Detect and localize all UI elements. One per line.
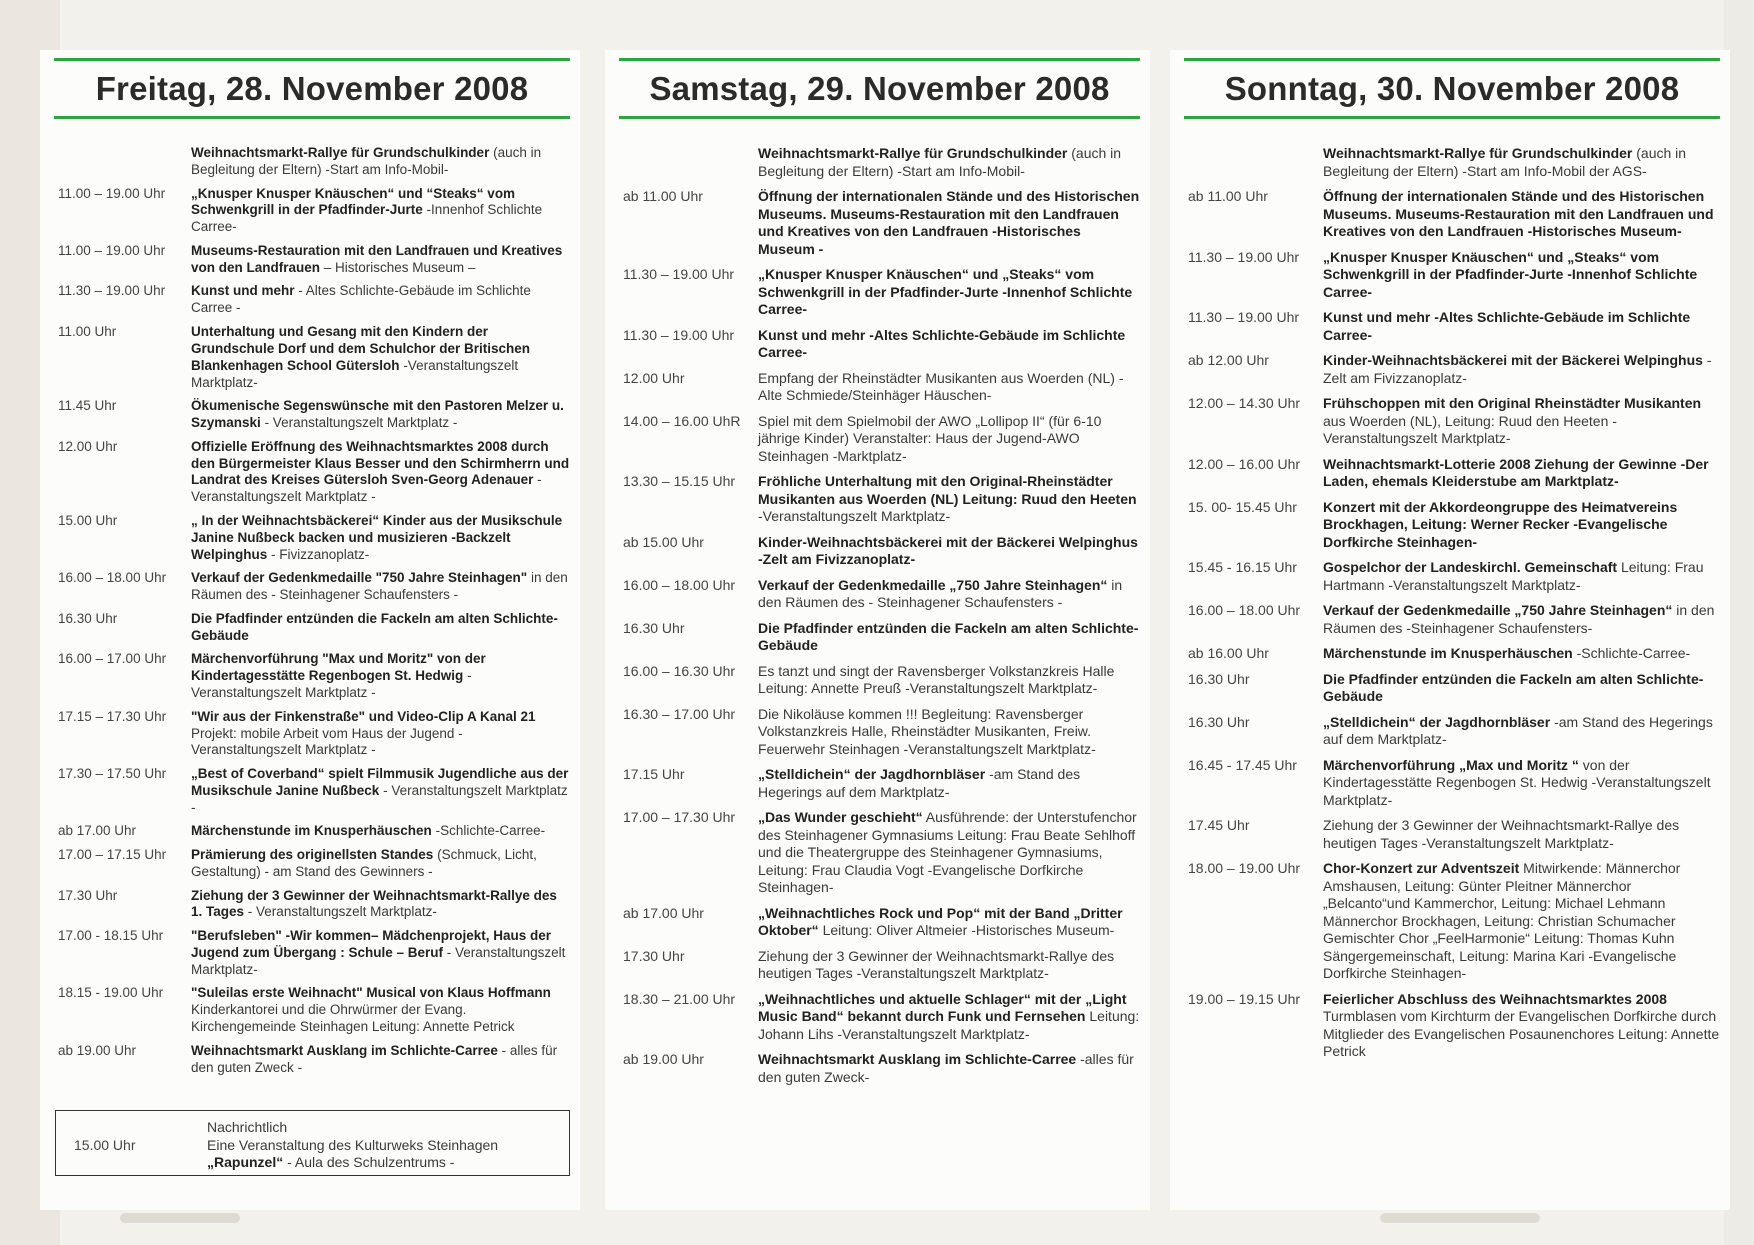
event-desc: Ziehung der 3 Gewinner der Weihnachtsmarkt-Rallye des heutigen Tages -Veranstaltungszelt Marktplatz- [1323,817,1680,851]
event-desc: Die Nikoläuse kommen !!! Begleitung: Ravensberger Volkstanzkreis Halle, Rheinstädter Musikanten, Freiw. Feuerwehr Steinhagen -Veranstaltungszelt Marktplatz- [758,705,1096,757]
event-body [1323,456,1730,491]
event-body [1323,991,1730,1061]
event-body [1323,671,1730,706]
event-desc: Turmblasen vom Kirchturm der Evangelischen Dorfkirche durch Mitglieder des Evangelischen Posaunenchores Leitung: Annette Petrick [1323,1008,1720,1059]
event-time: 16.00 – 16.30 Uhr [623,662,736,679]
event-row [40,570,580,604]
event-time: ab 11.00 Uhr [1188,188,1268,204]
event-row [1170,757,1730,810]
event-time: 18.30 – 21.00 Uhr [623,990,736,1007]
event-time: ab 16.00 Uhr [1188,645,1269,661]
event-desc: Mitwirkende: Männerchor Amshausen, Leitung: Günter Pleitner Männerchor „Belcanto“und Kammerchor, Leitung: Michael Lehmann Männerchor Brockhagen, Leitung: Christian Schumacher Gemischter Chor „FeelHarmonie“ Leitung: Thomas Kuhn Sängergemeinschaft, Leitung: Marina Kari -Evangelische Dorfkirche Steinhagen- [1323,860,1681,981]
event-time: 17.15 – 17.30 Uhr [58,708,167,724]
event-title: Verkauf der Gedenkmedaille "750 Jahre Steinhagen" [191,570,528,586]
event-body [191,145,580,179]
event-title: Verkauf der Gedenkmedaille „750 Jahre Steinhagen“ [758,576,1108,593]
event-body [758,766,1150,801]
event-row [605,905,1150,940]
event-title: Unterhaltung und Gesang mit den Kindern der Grundschule Dorf und dem Schulchor der Britischen Blankenhagen School Gütersloh [191,323,531,373]
event-title: „Best of Coverband“ spielt Filmmusik Jugendliche aus der Musikschule Janine Nußbeck [191,766,569,798]
event-row [40,766,580,817]
event-body [1323,188,1730,241]
event-time: ab 12.00 Uhr [1188,352,1269,368]
event-row [1170,395,1730,448]
event-body [758,473,1150,526]
event-time: 11.00 – 19.00 Uhr [58,185,166,201]
event-body [758,188,1150,258]
event-body [758,620,1150,655]
event-title: "Suleilas erste Weihnacht" Musical von Klaus Hoffmann [191,985,551,1001]
event-time: ab 19.00 Uhr [58,1042,137,1058]
event-title: Märchenstunde im Knusperhäuschen [1323,645,1573,661]
event-title: „Stelldichein“ der Jagdhornbläser [1323,713,1551,730]
event-desc: -Veranstaltungszelt Marktplatz- [758,508,951,524]
event-row [605,991,1150,1044]
event-desc: -am Stand des Hegerings auf dem Marktplatz- [1323,713,1713,747]
event-body [1323,395,1730,448]
event-desc: - Veranstaltungszelt Marktplatz - [264,415,458,430]
event-row [1170,249,1730,302]
event-desc: (auch in Begleitung der Eltern) -Start am Info-Mobil der AGS- [1323,145,1687,179]
event-time: ab 15.00 Uhr [623,533,704,550]
event-row [605,266,1150,319]
event-row [1170,602,1730,637]
event-row [605,370,1150,405]
event-row [1170,991,1730,1061]
event-title: "Berufsleben" -Wir kommen– Mädchenprojekt, Haus der Jugend zum Übergang : Schule – Beruf [191,928,552,960]
event-desc: Kinderkantorei und die Ohrwürmer der Evang. Kirchengemeinde Steinhagen Leitung: Annette Petrick [191,1002,515,1035]
event-desc: Empfang der Rheinstädter Musikanten aus Woerden (NL) -Alte Schmiede/Steinhäger Häuschen- [758,369,1124,403]
friday-column [40,50,580,1210]
event-body [1323,645,1730,663]
event-time: 17.00 - 18.15 Uhr [58,928,164,943]
event-title: Öffnung der internationalen Stände und des Historischen Museums. Museums-Restauration mit den Landfrauen und Kreatives von den Landfrauen -Historisches Museum- [1323,188,1714,239]
event-time: 16.00 – 17.00 Uhr [58,651,167,667]
event-time: 16.45 - 17.45 Uhr [1188,756,1297,773]
event-time: 19.00 – 19.15 Uhr [1188,990,1301,1007]
event-title: Gospelchor der Landeskirchl. Gemeinschaft [1323,559,1618,575]
event-title: Märchenstunde im Knusperhäuschen [191,823,432,839]
event-row [40,283,580,317]
event-desc: - Veranstaltungszelt Marktplatz - [191,668,472,700]
event-body [758,948,1150,983]
event-title: Frühschoppen mit den Original Rheinstädter Musikanten [1323,395,1702,411]
event-desc: – Historisches Museum – [323,259,476,275]
event-row [40,651,580,702]
event-time: 16.30 Uhr [1188,670,1250,687]
event-desc: Leitung: Johann Lihs -Veranstaltungszelt Marktplatz- [758,1008,1140,1042]
event-body [1323,602,1730,637]
event-body [191,186,580,237]
event-title: „Knusper Knusper Knäuschen“ und „Steaks“ vom Schwenkgrill in der Pfadfinder-Jurte -Innenhof Schlichte Carree- [1323,248,1698,300]
event-title: Weihnachtsmarkt Ausklang im Schlichte-Carree [191,1042,498,1058]
event-row [605,706,1150,759]
event-title: Weihnachtsmarkt-Rallye für Grundschulkinder [758,145,1068,161]
event-title: Kunst und mehr -Altes Schlichte-Gebäude im Schlichte Carree- [758,326,1126,360]
event-row [605,188,1150,258]
event-desc: (Schmuck, Licht, Gestaltung) - am Stand des Gewinners - [191,847,537,879]
event-desc: Projekt: mobile Arbeit vom Haus der Jugend - Veranstaltungszelt Marktplatz - [191,725,463,758]
event-time: 17.30 Uhr [623,947,685,964]
event-desc: (auch in Begleitung der Eltern) -Start am Info-Mobil- [758,145,1122,179]
event-time: 18.00 – 19.00 Uhr [1188,860,1301,876]
event-title: "Wir aus der Finkenstraße" und Video-Clip A Kanal 21 [191,708,536,724]
event-time: 16.00 – 18.00 Uhr [58,570,167,586]
event-title: Kinder-Weihnachtsbäckerei mit der Bäckerei Welpinghus [1323,352,1703,368]
event-row [1170,499,1730,552]
event-body [1323,309,1730,344]
event-body [1323,860,1730,983]
decorative-smudge [120,1213,240,1223]
event-row [1170,188,1730,241]
event-body [191,243,580,277]
event-time: 17.45 Uhr [1188,817,1250,833]
event-title: „Stelldichein“ der Jagdhornbläser [758,766,986,782]
event-row [605,473,1150,526]
event-time: 11.45 Uhr [58,398,117,414]
event-body [191,709,580,760]
event-row [1170,145,1730,180]
event-time: 16.00 – 18.00 Uhr [1188,602,1301,618]
event-row [1170,559,1730,594]
event-title: „Weihnachtliches und aktuelle Schlager“ mit der „Light Music Band“ bekannt durch Funk und Fernsehen [758,990,1127,1024]
saturday-events [605,145,1150,1086]
event-desc: - alles für den guten Zweck - [191,1042,558,1075]
event-row [605,577,1150,612]
event-body [191,651,580,702]
event-body [191,888,580,922]
event-desc: - Altes Schlichte-Gebäude im Schlichte Carree - [191,283,531,316]
event-title: Märchenvorführung "Max und Moritz" von der Kindertagesstätte Regenbogen St. Hedwig [191,651,486,684]
event-time: 11.00 Uhr [58,323,117,339]
event-desc: - Fivizzanoplatz- [271,546,370,562]
decorative-smudge [1380,1213,1540,1223]
event-time: 15.00 Uhr [58,512,118,528]
event-title: Die Pfadfinder entzünden die Fackeln am alten Schlichte-Gebäude [191,610,558,643]
event-desc: in den Räumen des -Steinhagener Schaufensters- [1323,602,1715,636]
event-body [191,398,580,432]
event-title: Die Pfadfinder entzünden die Fackeln am alten Schlichte-Gebäude [758,619,1139,653]
event-time: 18.15 - 19.00 Uhr [58,985,164,1001]
event-row [605,145,1150,180]
event-time: 12.00 – 16.00 Uhr [1188,455,1301,472]
event-row [605,534,1150,569]
event-time: 16.30 Uhr [58,610,118,626]
event-body [758,905,1150,940]
event-body [1323,559,1730,594]
event-row [40,439,580,507]
event-body [191,283,580,317]
event-row [605,663,1150,698]
event-time: 17.30 Uhr [58,887,118,903]
event-title: Weihnachtsmarkt-Rallye für Grundschulkinder [191,145,490,160]
event-time: 15. 00- 15.45 Uhr [1188,498,1297,515]
event-time: 12.00 – 14.30 Uhr [1188,395,1301,411]
event-desc: Ziehung der 3 Gewinner der Weihnachtsmarkt-Rallye des heutigen Tages -Veranstaltungszelt Marktplatz- [758,947,1115,981]
event-row [40,243,580,277]
event-desc: von der Kindertagesstätte Regenbogen St. Hedwig -Veranstaltungszelt Marktplatz- [1323,756,1711,808]
event-time: 11.30 – 19.00 Uhr [623,266,735,282]
event-title: „Das Wunder geschieht“ [758,809,923,825]
event-desc: - Veranstaltungszelt Marktplatz - [191,472,542,505]
event-desc: - Veranstaltungszelt Marktplatz- [247,904,437,920]
note-line: Eine Veranstaltung des Kulturweks Steinhagen [207,1136,499,1153]
event-title: Fröhliche Unterhaltung mit den Original-Rheinstädter Musikanten aus Woerden (NL) Leitung: Ruud den Heeten [758,473,1137,507]
event-time: ab 17.00 Uhr [623,904,704,921]
event-title: Märchenvorführung „Max und Moritz “ [1323,756,1579,773]
event-time: 12.00 Uhr [623,369,685,386]
event-desc: Es tanzt und singt der Ravensberger Volkstanzkreis Halle Leitung: Annette Preuß -Veranstaltungszelt Marktplatz- [758,662,1115,696]
event-desc: Spiel mit dem Spielmobil der AWO „Lollipop II“ (für 6-10 jährige Kinder) Veranstalter: Haus der Jugend-AWO Steinhagen -Marktplatz- [758,412,1102,464]
event-row [605,766,1150,801]
event-title: „Knusper Knusper Knäuschen“ und „Steaks“ vom Schwenkgrill in der Pfadfinder-Jurte -Innenhof Schlichte Carree- [758,266,1133,317]
event-body [758,327,1150,362]
event-desc: Leitung: Frau Hartmann -Veranstaltungszelt Marktplatz- [1323,559,1704,593]
event-title: Prämierung des originellsten Standes [191,847,434,862]
event-body [758,663,1150,698]
event-time: 16.30 Uhr [623,619,685,636]
event-row [605,809,1150,897]
event-row [605,413,1150,466]
event-desc: -Schlichte-Carree- [1576,645,1691,661]
event-body [758,991,1150,1044]
event-row [1170,456,1730,491]
event-time: 11.30 – 19.00 Uhr [58,283,166,299]
event-title: Kunst und mehr -Altes Schlichte-Gebäude im Schlichte Carree- [1323,309,1691,343]
event-title: Offizielle Eröffnung des Weihnachtsmarktes 2008 durch den Bürgermeister Klaus Besser und den Schirmherrn und Landrat des Kreises Gütersloh Sven-Georg Adenauer [191,438,570,488]
event-time: 11.00 – 19.00 Uhr [58,242,166,258]
friday-heading: Freitag, 28. November 2008 [54,58,570,119]
event-time: 17.30 – 17.50 Uhr [58,766,167,781]
event-body [1323,249,1730,302]
note-title: „Rapunzel“ [207,1154,284,1170]
friday-note-box [55,1110,570,1176]
event-row [40,186,580,237]
event-body [758,809,1150,897]
event-time: 16.30 Uhr [1188,713,1250,730]
event-body [191,513,580,564]
friday-events [40,145,580,1077]
event-row [40,611,580,645]
event-title: Die Pfadfinder entzünden die Fackeln am alten Schlichte-Gebäude [1323,670,1704,704]
event-row [40,847,580,881]
event-desc: aus Woerden (NL), Leitung: Ruud den Heeten -Veranstaltungszelt Marktplatz- [1323,412,1617,446]
event-time: 11.30 – 19.00 Uhr [1188,248,1300,265]
sunday-events [1170,145,1730,1061]
note-label: Nachrichtlich [207,1119,288,1135]
event-row [1170,817,1730,852]
event-row [40,145,580,179]
event-row [40,1043,580,1077]
note-desc: - Aula des Schulzentrums - [287,1154,455,1170]
event-body [191,823,580,840]
event-body [758,413,1150,466]
event-body [191,1043,580,1077]
event-title: Konzert mit der Akkordeongruppe des Heimatvereins Brockhagen, Leitung: Werner Recker -Evangelische Dorfkirche Steinhagen- [1323,498,1678,550]
event-title: Museums-Restauration mit den Landfrauen und Kreatives von den Landfrauen [191,242,563,275]
event-body [191,985,580,1036]
event-time: ab 11.00 Uhr [623,188,703,204]
event-body [191,766,580,817]
event-title: Kinder-Weihnachtsbäckerei mit der Bäckerei Welpinghus -Zelt am Fivizzanoplatz- [758,533,1138,567]
event-title: Verkauf der Gedenkmedaille „750 Jahre Steinhagen“ [1323,602,1673,618]
event-row [40,928,580,979]
event-row [605,327,1150,362]
event-body [758,1051,1150,1086]
event-row [605,620,1150,655]
event-time: 15.45 - 16.15 Uhr [1188,559,1297,575]
event-title: Chor-Konzert zur Adventszeit [1323,860,1520,876]
event-desc: Ausführende: der Unterstufenchor des Steinhagener Gymnasiums Leitung: Frau Beate Sehlhoff und die Theatergruppe des Steinhagener Gymnasiums, Leitung: Frau Claudia Vogt -Evangelische Dorfkirche Steinhagen- [758,809,1137,895]
event-time: 13.30 – 15.15 Uhr [623,473,736,489]
event-body [1323,714,1730,749]
event-body [758,706,1150,759]
event-desc: -am Stand des Hegerings auf dem Marktplatz- [758,766,1081,800]
event-body [191,570,580,604]
event-desc: in den Räumen des - Steinhagener Schaufensters - [758,576,1123,610]
sunday-heading: Sonntag, 30. November 2008 [1184,58,1720,119]
event-body [1323,145,1730,180]
event-row [40,324,580,392]
sunday-column [1170,50,1730,1210]
event-body [758,370,1150,405]
event-time: 16.00 – 18.00 Uhr [623,576,736,593]
note-time: 15.00 Uhr [74,1137,136,1153]
event-desc: in den Räumen des - Steinhagener Schaufensters - [191,570,568,603]
saturday-heading: Samstag, 29. November 2008 [619,58,1140,119]
event-body [758,577,1150,612]
event-row [40,823,580,840]
event-row [40,888,580,922]
event-time: ab 17.00 Uhr [58,823,137,839]
event-body [1323,817,1730,852]
event-time: ab 19.00 Uhr [623,1051,704,1067]
event-desc: - Veranstaltungszelt Marktplatz - [191,782,568,815]
event-desc: (auch in Begleitung der Eltern) -Start am Info-Mobil- [191,145,542,177]
event-row [1170,714,1730,749]
event-time: 11.30 – 19.00 Uhr [623,326,735,343]
event-title: Ziehung der 3 Gewinner der Weihnachtsmarkt-Rallye des 1. Tages [191,887,557,920]
event-title: Feierlicher Abschluss des Weihnachtsmarktes 2008 [1323,990,1667,1007]
event-time: 17.15 Uhr [623,766,685,782]
event-body [191,928,580,979]
saturday-column [605,50,1150,1210]
event-row [605,948,1150,983]
event-row [605,1051,1150,1086]
event-time: 17.00 – 17.15 Uhr [58,847,167,862]
event-body [191,847,580,881]
event-time: 12.00 Uhr [58,438,118,454]
event-row [1170,860,1730,983]
event-row [1170,352,1730,387]
event-title: Weihnachtsmarkt-Rallye für Grundschulkinder [1323,145,1633,161]
event-body [758,534,1150,569]
event-title: „Knusper Knusper Knäuschen“ und “Steaks“ vom Schwenkgrill in der Pfadfinder-Jurte [191,185,516,218]
event-body [191,324,580,392]
event-title: „Weihnachtliches Rock und Pop“ mit der Band „Dritter Oktober“ [758,904,1123,938]
event-title: Kunst und mehr [191,283,295,299]
event-title: Weihnachtsmarkt Ausklang im Schlichte-Carree [758,1051,1077,1067]
event-body [191,439,580,507]
event-title: Ökumenische Segenswünsche mit den Pastoren Melzer u. Szymanski [191,398,564,430]
event-row [1170,645,1730,663]
event-time: 14.00 – 16.00 UhR [623,412,741,429]
event-body [191,611,580,645]
event-body [1323,757,1730,810]
event-desc: - Veranstaltungszelt Marktplatz- [191,944,566,977]
event-row [40,513,580,564]
event-title: Weihnachtsmarkt-Lotterie 2008 Ziehung der Gewinne -Der Laden, ehemals Kleiderstube am Marktplatz- [1323,455,1709,489]
event-desc: -Zelt am Fivizzanoplatz- [1323,352,1712,386]
event-time: 11.30 – 19.00 Uhr [1188,309,1300,325]
event-row [1170,309,1730,344]
event-time: 16.30 – 17.00 Uhr [623,705,736,722]
event-desc: -alles für den guten Zweck- [758,1051,1134,1085]
event-desc: -Schlichte-Carree- [435,823,546,839]
event-row [40,398,580,432]
event-body [758,145,1150,180]
event-body [1323,499,1730,552]
event-row [40,709,580,760]
event-row [40,985,580,1036]
event-title: „ In der Weihnachtsbäckerei“ Kinder aus der Musikschule Janine Nußbeck backen und musizieren -Backzelt Welpinghus [191,512,563,562]
event-body [1323,352,1730,387]
event-desc: -Innenhof Schlichte Carree- [191,202,543,235]
event-desc: -Veranstaltungszelt Marktplatz- [191,357,519,390]
event-desc: Leitung: Oliver Altmeier -Historisches Museum- [822,922,1115,938]
event-title: Öffnung der internationalen Stände und des Historischen Museums. Museums-Restauration mit den Landfrauen und Kreatives von den Landfrauen -Historisches Museum - [758,188,1140,257]
event-body [758,266,1150,319]
event-time: 17.00 – 17.30 Uhr [623,809,736,825]
event-row [1170,671,1730,706]
